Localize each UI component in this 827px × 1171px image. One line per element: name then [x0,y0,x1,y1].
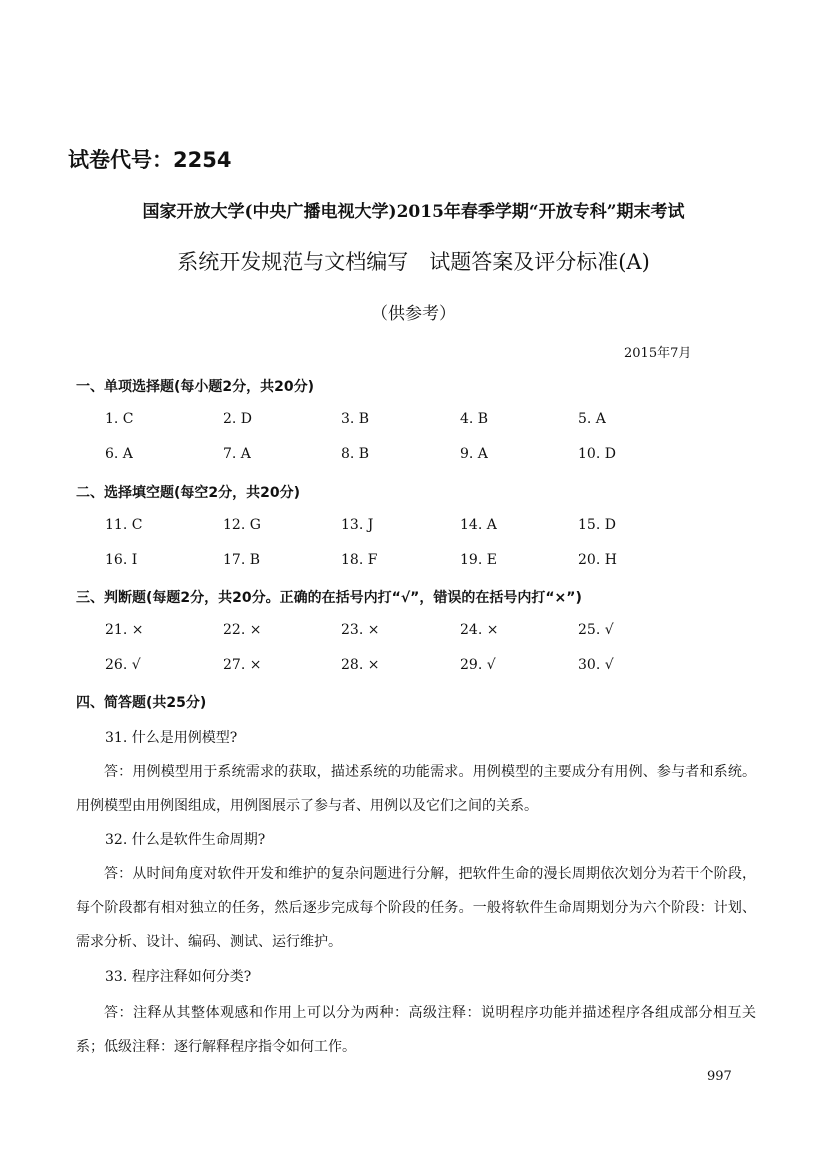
answer-8: 8. B [341,446,370,462]
answer-paragraph-33: 答：注释从其整体观感和作用上可以分为两种：高级注释：说明程序功能并描述程序各组成部分相互关系；低级注释：逐行解释程序指令如何工作。 [76,1005,756,1055]
exam-date: 2015年7月 [624,346,692,361]
answer-6: 6. A [105,446,133,462]
answer-paragraph-31: 答：用例模型用于系统需求的获取，描述系统的功能需求。用例模型的主要成分有用例、参与者和系统。用例模型由用例图组成，用例图展示了参与者、用例以及它们之间的关系。 [76,764,756,814]
answer-29: 29. √ [460,657,496,673]
section-heading-2: 二、选择填空题(每空2分，共20分) [76,485,301,501]
answer-12: 12. G [223,517,261,533]
answer-1: 1. C [105,411,134,427]
answer-26: 26. √ [105,657,141,673]
reference-note: （供参考） [371,304,456,324]
answer-2: 2. D [223,411,253,427]
section-heading-4: 四、简答题(共25分) [76,695,207,711]
question-33: 33. 程序注释如何分类? [105,969,252,985]
answer-paragraph-32: 答：从时间角度对软件开发和维护的复杂问题进行分解，把软件生命的漫长周期依次划分为若干个阶段，每个阶段都有相对独立的任务，然后逐步完成每个阶段的任务。一般将软件生命周期划分为六个阶段：计划、需求分析、设计、编码、测试、运行维护。 [76,866,756,950]
answer-9: 9. A [460,446,488,462]
answer-21: 21. × [105,622,144,638]
section-heading-1: 一、单项选择题(每小题2分，共20分) [76,379,315,395]
answer-18: 18. F [341,552,378,568]
answer-7: 7. A [223,446,251,462]
answer-22: 22. × [223,622,262,638]
answer-19: 19. E [460,552,497,568]
question-31: 31. 什么是用例模型? [105,730,238,746]
answer-13: 13. J [341,517,374,533]
page-number: 997 [707,1069,732,1084]
answer-24: 24. × [460,622,499,638]
answer-5: 5. A [578,411,606,427]
answer-23: 23. × [341,622,380,638]
answer-16: 16. I [105,552,138,568]
answer-28: 28. × [341,657,380,673]
answer-25: 25. √ [578,622,614,638]
answer-20: 20. H [578,552,617,568]
page-title: 系统开发规范与文档编写 试题答案及评分标准(A) [177,250,650,274]
answer-14: 14. A [460,517,497,533]
answer-4: 4. B [460,411,489,427]
answer-17: 17. B [223,552,261,568]
school-line: 国家开放大学(中央广播电视大学)2015年春季学期“开放专科”期末考试 [142,202,685,222]
answer-30: 30. √ [578,657,614,673]
answer-3: 3. B [341,411,370,427]
answer-11: 11. C [105,517,143,533]
section-heading-3: 三、判断题(每题2分，共20分。正确的在括号内打“√”，错误的在括号内打“×”) [76,590,582,606]
question-32: 32. 什么是软件生命周期? [105,832,266,848]
answer-27: 27. × [223,657,262,673]
answer-15: 15. D [578,517,616,533]
answer-10: 10. D [578,446,616,462]
exam-code: 试卷代号：2254 [68,148,232,172]
